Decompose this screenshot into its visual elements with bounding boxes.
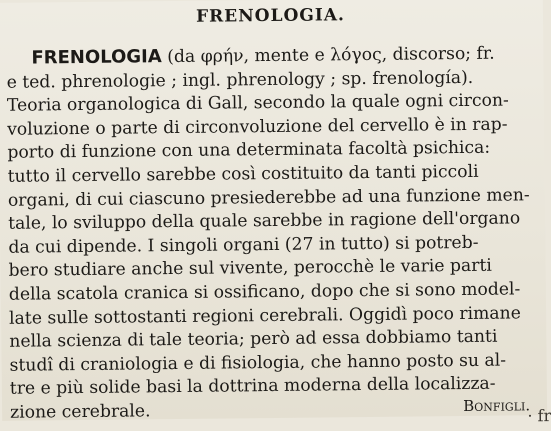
running-title: FRENOLOGIA. [195, 5, 346, 27]
article-line-2: e ted. phrenologie ; ingl. phrenology ; sp. frenología). [6, 67, 474, 93]
article-line-6: tutto il cervello sarebbe così costituito da tanti piccoli [7, 161, 479, 187]
article-line-8: tale, lo sviluppo della quale sarebbe in ragione dell'organo [8, 208, 521, 234]
headword: FRENOLOGIA [31, 46, 162, 69]
article-line-14: studî di craniologia e di fisiologia, che hanno posto su al- [9, 350, 507, 376]
article-line-13: nella scienza di tale teoria; però ad essa dobbiamo tanti [9, 326, 498, 352]
article-line-3: Teoria organologica di Gall, secondo la quale ogni circon- [6, 90, 509, 116]
last-line-text: zione cerebrale. [10, 401, 151, 423]
article-line-16 [10, 396, 542, 425]
article-line-11: della scatola cranica si ossificano, dopo che si sono model- [8, 279, 521, 305]
article-body [6, 41, 542, 425]
author-signature: Bonfigli. [463, 396, 531, 415]
article-line-10: bero studiare anche sul vivente, perocchè le varie parti [8, 256, 492, 282]
article-line-4: voluzione o parte di circonvoluzione del cervello è in rap- [7, 114, 508, 140]
article-line-12: late sulle sottostanti regioni cerebrali. Oggidì poco rimane [9, 302, 521, 329]
line-1-text: (da φρήν, mente e λόγος, discorso; fr. [161, 43, 495, 68]
article-line-15: tre e più solide basi la dottrina moderna della localizza- [9, 373, 496, 400]
article-line-7: organi, di cui ciascuno presiederebbe ad una funzione men- [7, 184, 530, 211]
article-line-5: porto di funzione con una determinata facoltà psichica: [7, 138, 491, 164]
article-line-9: da cui dipende. I singoli organi (27 in tutto) si potreb- [8, 232, 479, 258]
next-entry-fragment: · fr [527, 406, 551, 426]
